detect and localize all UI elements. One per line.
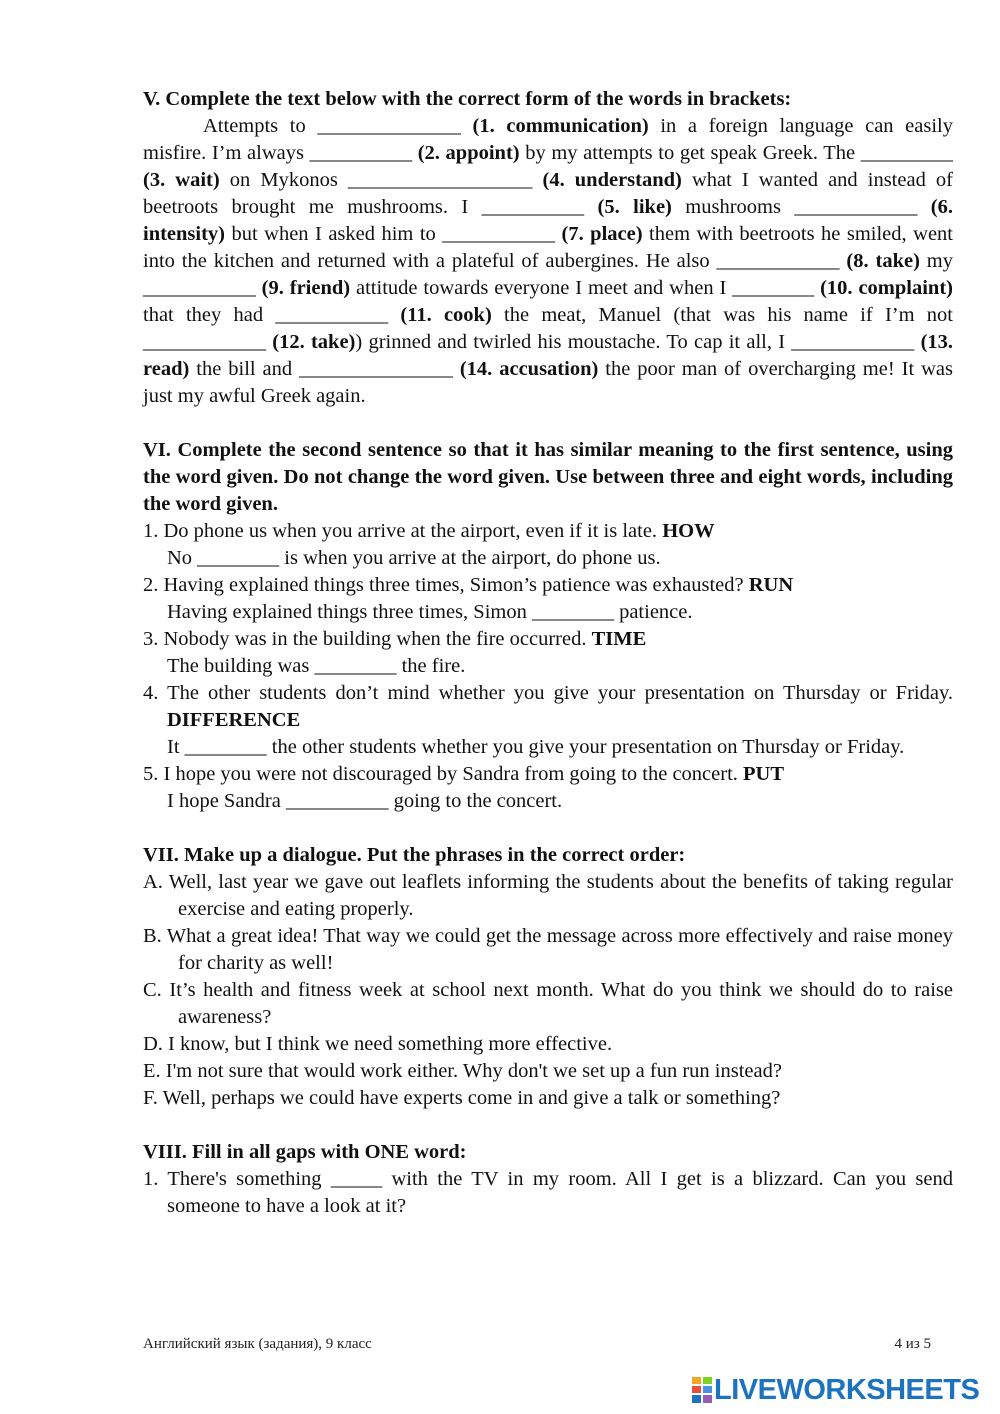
liveworksheets-logo-icon	[692, 1377, 712, 1403]
text-part: my ___________	[143, 250, 953, 299]
word-prompt: (7. place)	[561, 223, 643, 245]
key-word: TIME	[591, 628, 647, 650]
word-prompt: (8. take)	[846, 250, 920, 272]
item-number: 1.	[143, 520, 159, 542]
footer-page-number: 4 из 5	[894, 1336, 931, 1352]
text-part: but when I asked him to ___________	[225, 223, 562, 245]
text-part: attitude towards everyone I meet and when I ________	[350, 277, 821, 299]
item-text: I hope you were not discouraged by Sandra from going to the concert.	[163, 763, 744, 785]
section-7-title: VII. Make up a dialogue. Put the phrases in the correct order:	[143, 844, 686, 866]
text-part: mushrooms ____________	[671, 196, 931, 218]
word-prompt: (14. accusation)	[459, 358, 599, 380]
worksheet-page	[143, 86, 953, 1220]
word-prompt: (5. like)	[597, 196, 672, 218]
dialogue-phrase: E. I'm not sure that would work either. Why don't we set up a fun run instead?	[143, 1060, 782, 1082]
item-number: 2.	[143, 574, 159, 596]
page-footer	[143, 1336, 931, 1353]
list-item	[143, 572, 953, 626]
item-answer: It ________ the other students whether you give your presentation on Thursday or Friday.	[167, 736, 905, 758]
text-part: the meat, Manuel (that was his name if I’m not ____________	[143, 304, 953, 353]
text-part: what I wanted and instead of beetroots brought me mushrooms. I __________	[143, 169, 953, 218]
list-item	[143, 626, 953, 680]
word-prompt: (3. wait)	[143, 169, 220, 191]
brand-name: LIVEWORKSHEETS	[714, 1373, 980, 1406]
item-answer: No ________ is when you arrive at the airport, do phone us.	[167, 547, 661, 569]
dialogue-phrase: D. I know, but I think we need something more effective.	[143, 1033, 613, 1055]
section-6-title: VI. Complete the second sentence so that it has similar meaning to the first sentence, using the word given. Do not change the word given. Use between three and eight words, including the word given.	[143, 439, 953, 515]
section-5-text	[143, 113, 953, 410]
dialogue-phrase: F. Well, perhaps we could have experts come in and give a talk or something?	[143, 1087, 781, 1109]
item-number: 1.	[143, 1168, 159, 1190]
word-prompt: (2. appoint)	[417, 142, 520, 164]
key-word: PUT	[743, 763, 785, 785]
word-prompt: (12. take)	[272, 331, 356, 353]
list-item	[143, 761, 953, 815]
item-text: There's something _____ with the TV in my room. All I get is a blizzard. Can you send someone to have a look at it?	[167, 1168, 953, 1217]
liveworksheets-brand	[692, 1375, 979, 1405]
text-part: the bill and _______________	[189, 358, 460, 380]
word-prompt: (6. intensity)	[143, 196, 953, 245]
text-part: in a foreign language can easily misfire. I’m always __________	[143, 115, 953, 164]
dialogue-phrase: A. Well, last year we gave out leaflets informing the students about the benefits of taking regular exercise and eating properly.	[143, 871, 953, 920]
footer-subject: Английский язык (задания), 9 класс	[143, 1336, 372, 1352]
item-number: 4.	[143, 682, 159, 704]
key-word: HOW	[662, 520, 715, 542]
section-6-list	[143, 518, 953, 815]
text-part: them with beetroots he smiled, went into the kitchen and returned with a plateful of aubergines. He also ____________	[143, 223, 953, 272]
word-prompt: (9. friend)	[261, 277, 351, 299]
list-item	[143, 1166, 953, 1220]
item-text: Having explained things three times, Simon’s patience was exhausted?	[163, 574, 749, 596]
item-answer: Having explained things three times, Simon ________ patience.	[167, 601, 693, 623]
text-part: the poor man of overcharging me! It was just my awful Greek again.	[143, 358, 953, 407]
word-prompt: (10. complaint)	[820, 277, 953, 299]
text-part: ) grinned and twirled his moustache. To cap it all, I ____________	[355, 331, 921, 353]
text-part: Attempts to ______________	[203, 115, 473, 137]
word-prompt: (1. communication)	[472, 115, 649, 137]
section-7-list	[143, 869, 953, 1112]
text-part: on Mykonos __________________	[219, 169, 543, 191]
item-answer: The building was ________ the fire.	[167, 655, 466, 677]
section-8-title: VIII. Fill in all gaps with ONE word:	[143, 1141, 467, 1163]
word-prompt: (4. understand)	[542, 169, 682, 191]
section-5-title: V. Complete the text below with the correct form of the words in brackets:	[143, 88, 792, 110]
item-answer: I hope Sandra __________ going to the concert.	[167, 790, 563, 812]
dialogue-phrase: C. It’s health and fitness week at school next month. What do you think we should do to raise awareness?	[143, 979, 953, 1028]
list-item	[143, 518, 953, 572]
text-part: by my attempts to get speak Greek. The _________	[519, 142, 953, 164]
item-text: The other students don’t mind whether you give your presentation on Thursday or Friday.	[167, 682, 953, 704]
item-text: Do phone us when you arrive at the airport, even if it is late.	[163, 520, 663, 542]
dialogue-phrase: B. What a great idea! That way we could get the message across more effectively and raise money for charity as well!	[143, 925, 953, 974]
word-prompt: (11. cook)	[400, 304, 492, 326]
key-word: DIFFERENCE	[167, 709, 301, 731]
word-prompt: (13. read)	[143, 331, 954, 380]
item-number: 5.	[143, 763, 159, 785]
text-part: that they had ___________	[143, 304, 401, 326]
key-word: RUN	[748, 574, 794, 596]
item-number: 3.	[143, 628, 159, 650]
list-item	[143, 680, 953, 761]
item-text: Nobody was in the building when the fire occurred.	[163, 628, 592, 650]
